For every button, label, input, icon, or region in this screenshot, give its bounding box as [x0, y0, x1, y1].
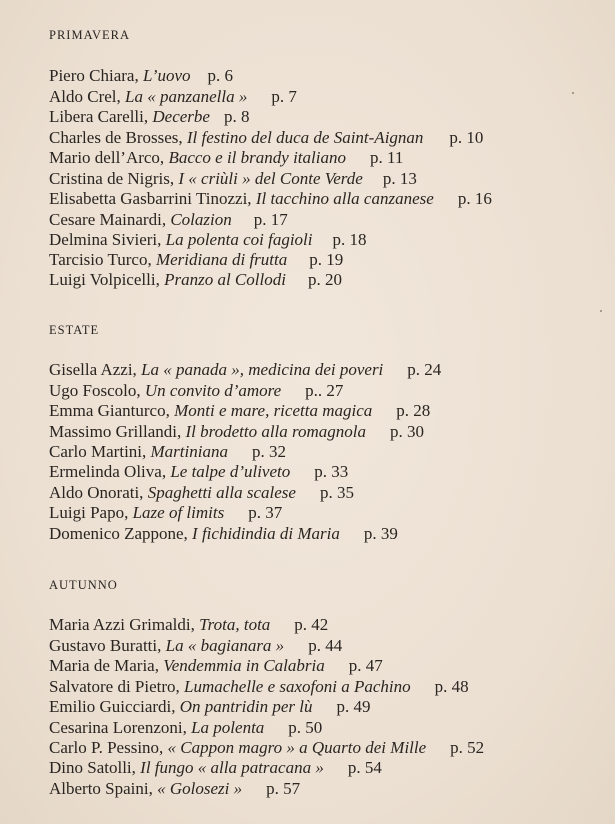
- entry-page: p. 8: [223, 107, 250, 126]
- toc-entry: [49, 401, 430, 420]
- toc-entry: [49, 636, 342, 655]
- entry-author: Aldo Crel,: [49, 87, 121, 106]
- entry-author: Carlo Martini,: [49, 442, 147, 461]
- entry-page: p. 17: [253, 210, 288, 229]
- entry-title: Il fungo « alla patracana »: [140, 758, 324, 777]
- toc-entry: [49, 718, 322, 737]
- entry-page: p. 52: [450, 738, 485, 757]
- entry-title: Vendemmia in Calabria: [163, 656, 325, 675]
- entry-page: p. 18: [332, 230, 367, 249]
- entry-author: Piero Chiara,: [49, 66, 139, 85]
- section-heading-estate: ESTATE: [49, 323, 100, 337]
- entry-title: La « bagianara »: [165, 636, 285, 655]
- toc-entry: [49, 210, 288, 229]
- entry-title: La polenta: [191, 718, 265, 737]
- entry-page: p. 10: [449, 128, 484, 147]
- entry-page: p. 42: [294, 615, 329, 634]
- entry-page: p.. 27: [305, 381, 344, 400]
- toc-entry: [49, 148, 403, 167]
- entry-page: p. 24: [407, 360, 442, 379]
- paper-speck: [572, 92, 574, 94]
- toc-entry: [49, 270, 342, 289]
- toc-entry: [49, 250, 343, 269]
- section-heading-autunno: AUTUNNO: [49, 578, 118, 592]
- entry-page: p. 50: [288, 718, 323, 737]
- toc-entry: [49, 758, 382, 777]
- entry-page: p. 44: [308, 636, 343, 655]
- entry-author: Gisella Azzi,: [49, 360, 137, 379]
- entry-author: Luigi Volpicelli,: [49, 270, 160, 289]
- entry-title: Lumachelle e saxofoni a Pachino: [184, 677, 411, 696]
- toc-entry: [49, 230, 366, 249]
- entry-title: Martiniana: [150, 442, 228, 461]
- entry-page: p. 32: [251, 442, 286, 461]
- entry-page: p. 7: [271, 87, 297, 106]
- entry-title: Decerbe: [152, 107, 210, 126]
- entry-author: Mario dell’Arco,: [49, 148, 165, 167]
- entry-title: Monti e mare, ricetta magica: [174, 401, 373, 420]
- entry-title: Un convito d’amore: [144, 381, 282, 400]
- toc-entry: [49, 503, 282, 522]
- entry-author: Maria de Maria,: [49, 656, 159, 675]
- entry-title: La polenta coi fagioli: [165, 230, 313, 249]
- toc-entry: [49, 189, 492, 208]
- entry-page: p. 28: [396, 401, 431, 420]
- toc-entry: [49, 381, 343, 400]
- entry-title: On pantridin per lù: [179, 697, 313, 716]
- entry-page: p. 30: [390, 422, 425, 441]
- section-heading-primavera: PRIMAVERA: [49, 28, 131, 42]
- toc-entry: [49, 779, 300, 798]
- entry-title: Il brodetto alla romagnola: [185, 422, 367, 441]
- toc-entry: [49, 697, 370, 716]
- entry-author: Ugo Foscolo,: [49, 381, 141, 400]
- entry-author: Domenico Zappone,: [49, 524, 188, 543]
- entry-page: p. 13: [382, 169, 417, 188]
- entry-title: Bacco e il brandy italiano: [168, 148, 346, 167]
- entry-page: p. 33: [314, 462, 349, 481]
- entry-page: p. 39: [363, 524, 398, 543]
- paper-speck: [600, 310, 602, 312]
- entry-author: Aldo Onorati,: [49, 483, 144, 502]
- entry-title: I fichidindia di Maria: [192, 524, 340, 543]
- entry-page: p. 57: [266, 779, 301, 798]
- entry-author: Cesare Mainardi,: [49, 210, 167, 229]
- entry-title: La « panada », medicina dei poveri: [141, 360, 384, 379]
- entry-title: Meridiana di frutta: [155, 250, 288, 269]
- toc-entry: [49, 422, 424, 441]
- entry-author: Maria Azzi Grimaldi,: [49, 615, 195, 634]
- entry-author: Salvatore di Pietro,: [49, 677, 180, 696]
- entry-author: Alberto Spaini,: [49, 779, 153, 798]
- entry-author: Emilio Guicciardi,: [49, 697, 176, 716]
- entry-author: Ermelinda Oliva,: [49, 462, 167, 481]
- entry-author: Carlo P. Pessino,: [49, 738, 164, 757]
- entry-title: Trota, tota: [199, 615, 271, 634]
- toc-entry: [49, 462, 348, 481]
- entry-page: p. 47: [348, 656, 383, 675]
- entry-author: Libera Carelli,: [49, 107, 149, 126]
- toc-entry: [49, 615, 328, 634]
- entry-title: Il festino del duca de Saint-Aignan: [186, 128, 424, 147]
- entry-author: Charles de Brosses,: [49, 128, 183, 147]
- entry-author: Dino Satolli,: [49, 758, 136, 777]
- entry-title: Le talpe d’uliveto: [170, 462, 291, 481]
- entry-title: Il tacchino alla canzanese: [255, 189, 434, 208]
- toc-entry: [49, 524, 398, 543]
- entry-title: I « criùli » del Conte Verde: [178, 169, 363, 188]
- entry-author: Gustavo Buratti,: [49, 636, 162, 655]
- entry-page: p. 35: [319, 483, 354, 502]
- toc-entry: [49, 66, 233, 85]
- entry-page: p. 11: [369, 148, 404, 167]
- entry-page: p. 6: [207, 66, 233, 85]
- entry-title: « Cappon magro » a Quarto dei Mille: [167, 738, 427, 757]
- entry-author: Elisabetta Gasbarrini Tinozzi,: [49, 189, 252, 208]
- toc-entry: [49, 128, 483, 147]
- entry-title: Colazion: [170, 210, 232, 229]
- entry-page: p. 20: [307, 270, 342, 289]
- toc-entry: [49, 656, 383, 675]
- toc-entry: [49, 677, 469, 696]
- toc-entry: [49, 87, 297, 106]
- entry-title: La « panzanella »: [125, 87, 248, 106]
- toc-entry: [49, 483, 354, 502]
- toc-entry: [49, 442, 286, 461]
- entry-author: Massimo Grillandi,: [49, 422, 182, 441]
- toc-entry: [49, 107, 249, 126]
- entry-page: p. 16: [457, 189, 492, 208]
- entry-title: « Golosezi »: [157, 779, 243, 798]
- entry-author: Emma Gianturco,: [49, 401, 170, 420]
- entry-author: Cesarina Lorenzoni,: [49, 718, 187, 737]
- entry-page: p. 19: [309, 250, 344, 269]
- entry-page: p. 49: [336, 697, 371, 716]
- entry-author: Cristina de Nigris,: [49, 169, 175, 188]
- entry-page: p. 48: [434, 677, 469, 696]
- entry-page: p. 54: [347, 758, 382, 777]
- toc-entry: [49, 360, 441, 379]
- entry-author: Luigi Papo,: [49, 503, 129, 522]
- entry-author: Tarcisio Turco,: [49, 250, 152, 269]
- toc-entry: [49, 169, 417, 188]
- toc-entry: [49, 738, 484, 757]
- entry-title: Pranzo al Collodi: [164, 270, 286, 289]
- entry-author: Delmina Sivieri,: [49, 230, 162, 249]
- entry-title: L’uovo: [142, 66, 191, 85]
- entry-page: p. 37: [248, 503, 283, 522]
- entry-title: Spaghetti alla scalese: [147, 483, 296, 502]
- entry-title: Laze of limits: [132, 503, 225, 522]
